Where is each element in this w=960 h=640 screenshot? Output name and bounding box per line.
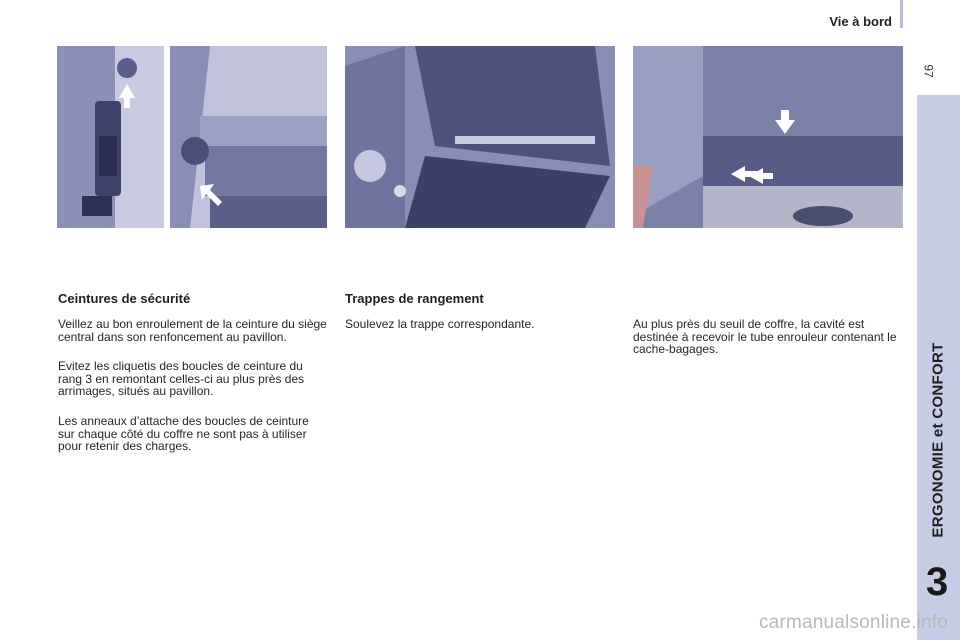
- running-header: Vie à bord: [829, 14, 892, 29]
- seatbelts-paragraph-2: Evitez les cliquetis des boucles de ceinture du rang 3 en remontant celles-ci au plus près des arrimages, situés au pavillon.: [58, 359, 305, 398]
- page-number: 97: [921, 64, 936, 78]
- header-divider: [900, 0, 903, 28]
- storage-paragraph: Soulevez la trappe correspondante.: [345, 317, 535, 331]
- seatbelts-paragraph-1: Veillez au bon enroulement de la ceinture du siège central dans son renfoncement au pavillon.: [58, 317, 327, 344]
- seatbelt-photo: [57, 46, 164, 228]
- trunk-photo: [633, 46, 903, 228]
- cargo-paragraph: Au plus près du seuil de coffre, la cavité est destinée à recevoir le tube enrouleur contenant le cache-bagages.: [633, 317, 897, 356]
- storage-trap-photo: [345, 46, 615, 228]
- storage-heading: Trappes de rangement: [345, 291, 484, 306]
- watermark: carmanualsonline.info: [758, 612, 948, 633]
- chapter-title: ERGONOMIE et CONFORT: [929, 342, 947, 538]
- chapter-number: 3: [926, 560, 949, 604]
- seatbelts-paragraph-3: Les anneaux d’attache des boucles de ceinture sur chaque côté du coffre ne sont pas à utiliser pour retenir des charges.: [58, 414, 309, 453]
- cabin-photo: [170, 46, 327, 228]
- seatbelts-heading: Ceintures de sécurité: [58, 291, 191, 306]
